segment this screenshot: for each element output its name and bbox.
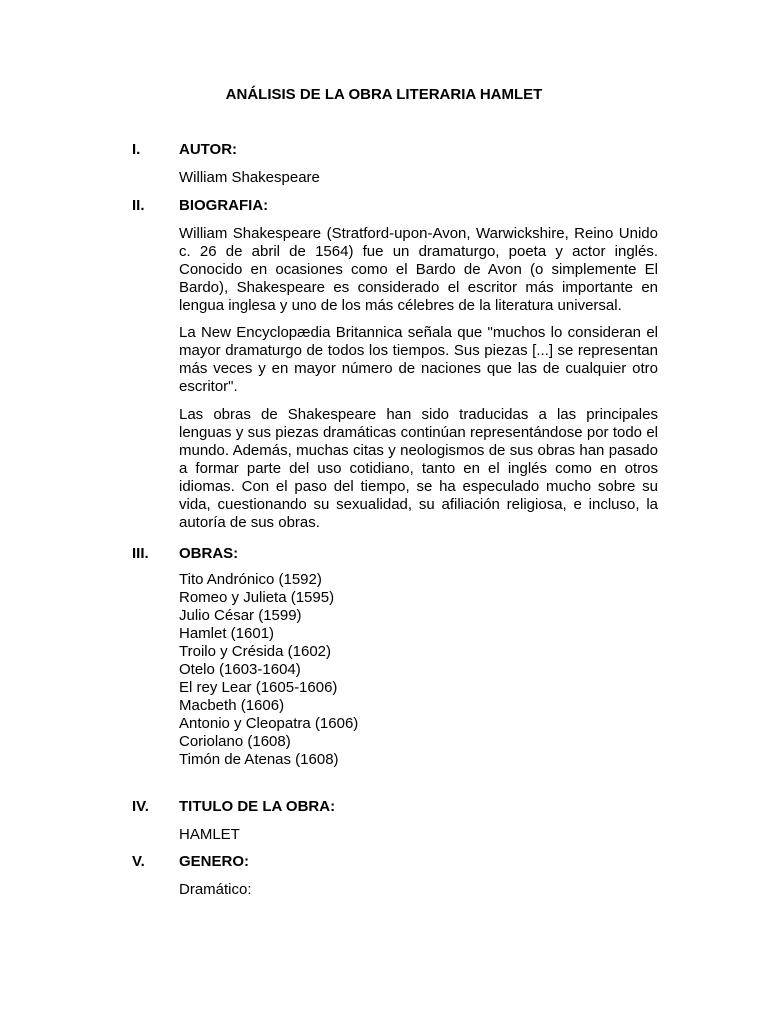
list-item: Troilo y Crésida (1602) bbox=[179, 643, 331, 660]
section-heading: GENERO: bbox=[179, 853, 250, 870]
works-list bbox=[179, 571, 658, 769]
document-title: ANÁLISIS DE LA OBRA LITERARIA HAMLET bbox=[225, 86, 543, 103]
section-number: IV. bbox=[132, 798, 149, 815]
list-item: Hamlet (1601) bbox=[179, 625, 275, 642]
list-item: Antonio y Cleopatra (1606) bbox=[179, 715, 359, 732]
section-heading: OBRAS: bbox=[179, 545, 239, 562]
section-heading: AUTOR: bbox=[179, 141, 238, 158]
list-item: Coriolano (1608) bbox=[179, 733, 291, 750]
list-item: El rey Lear (1605-1606) bbox=[179, 679, 338, 696]
section-number: II. bbox=[132, 197, 145, 214]
work-title: HAMLET bbox=[179, 826, 240, 843]
list-item: Otelo (1603-1604) bbox=[179, 661, 301, 678]
list-item: Tito Andrónico (1592) bbox=[179, 571, 322, 588]
section-number: V. bbox=[132, 853, 145, 870]
list-item: Romeo y Julieta (1595) bbox=[179, 589, 335, 606]
author-name: William Shakespeare bbox=[179, 169, 320, 186]
section-number: III. bbox=[132, 545, 149, 562]
section-number: I. bbox=[132, 141, 141, 158]
section-heading: TITULO DE LA OBRA: bbox=[179, 798, 336, 815]
list-item: Julio César (1599) bbox=[179, 607, 302, 624]
section-heading: BIOGRAFIA: bbox=[179, 197, 269, 214]
biography-paragraph: Las obras de Shakespeare han sido traducidas a las principales lenguas y sus piezas dramáticas continúan representándose por todo el mundo. Además, muchas citas y neologismos de sus obras han pasado a formar parte del uso cotidiano, tanto en el inglés como en otros idiomas. Con el paso del tiempo, se ha especulado mucho sobre su vida, cuestionando su sexualidad, su afiliación religiosa, e incluso, la autoría de sus obras. bbox=[179, 406, 658, 531]
biography-paragraph: William Shakespeare (Stratford-upon-Avon, Warwickshire, Reino Unido c. 26 de abril de 1564) fue un dramaturgo, poeta y actor inglés. Conocido en ocasiones como el Bardo de Avon (o simplemente El Bardo), Shakespeare es considerado el escritor más importante en lengua inglesa y uno de los más célebres de la literatura universal. bbox=[179, 225, 658, 314]
genre-value: Dramático: bbox=[179, 881, 252, 898]
biography-paragraph: La New Encyclopædia Britannica señala que "muchos lo consideran el mayor dramaturgo de todos los tiempos. Sus piezas [...] se representan más veces y en mayor número de naciones que las de cualquier otro escritor". bbox=[179, 324, 658, 395]
list-item: Timón de Atenas (1608) bbox=[179, 751, 339, 768]
list-item: Macbeth (1606) bbox=[179, 697, 285, 714]
